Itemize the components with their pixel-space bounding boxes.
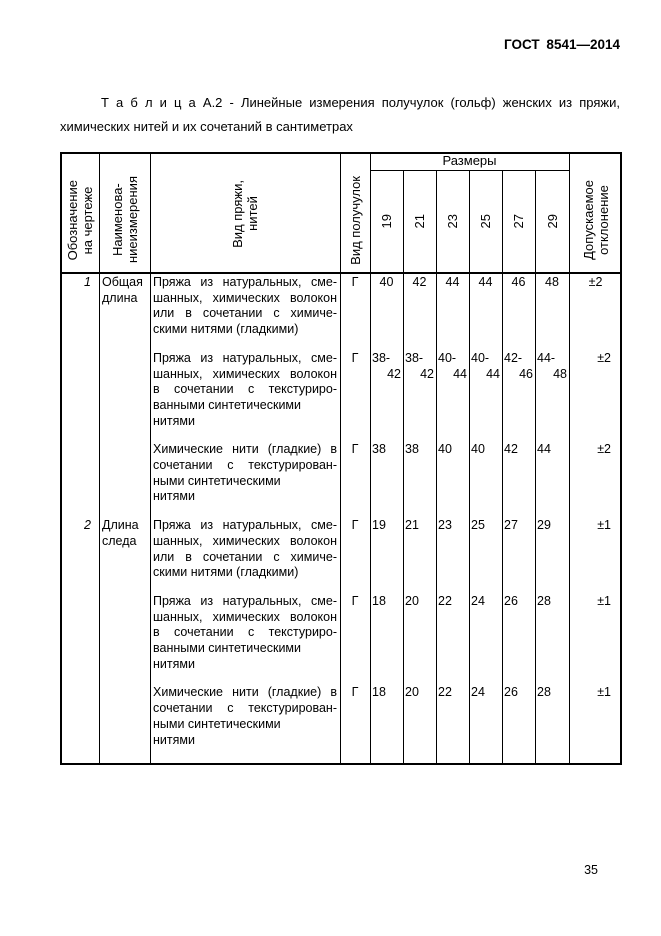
size-label: 25 xyxy=(478,213,493,229)
size-value-line: 40- xyxy=(471,350,490,365)
size-value: 22 xyxy=(438,685,452,700)
yarn-type-line: нитями xyxy=(153,489,195,504)
size-value: 20 xyxy=(405,593,419,608)
yarn-type-line: нитями xyxy=(153,656,195,671)
size-label: 27 xyxy=(511,213,526,229)
hosiery-type: Г xyxy=(351,518,359,533)
size-label: 29 xyxy=(544,213,560,229)
header-line: ниеизмерения xyxy=(124,176,140,264)
tolerance-value: ±1 xyxy=(597,518,611,533)
yarn-type-line: в сочетании с текстуриро- xyxy=(153,625,337,640)
hosiery-type: Г xyxy=(351,593,359,608)
size-value-line: 42 xyxy=(420,366,434,381)
size-value: 44 xyxy=(445,275,460,289)
header-line: Вид пряжи, xyxy=(230,180,245,248)
size-label: 19 xyxy=(379,213,394,229)
size-value: 22 xyxy=(438,593,452,608)
yarn-type-line: Пряжа из натуральных, сме- xyxy=(153,518,337,533)
yarn-type-line: сочетании с текстурирован- xyxy=(153,458,337,473)
header-line: Допускаемое xyxy=(580,180,596,260)
size-value-line: 42 xyxy=(387,366,401,381)
size-value: 48 xyxy=(545,275,559,289)
yarn-type-line: Пряжа из натуральных, сме- xyxy=(153,593,337,608)
size-value-line: 44- xyxy=(537,350,556,365)
size-value: 19 xyxy=(372,518,386,533)
yarn-type-line: скими нитями (гладкими) xyxy=(153,565,299,580)
size-value: 38 xyxy=(372,442,386,457)
tolerance-value: ±2 xyxy=(597,442,611,457)
measurement-name: Длина следа xyxy=(102,518,139,548)
size-value: 40 xyxy=(379,275,394,289)
size-value: 46 xyxy=(511,275,526,289)
size-value: 44 xyxy=(478,275,493,289)
size-value: 44 xyxy=(537,442,551,457)
column-divider xyxy=(403,170,404,765)
column-divider xyxy=(569,152,570,765)
table-caption-line-2: химических нитей и их сочетаний в сантиметрах xyxy=(60,119,353,134)
hosiery-type: Г xyxy=(351,350,359,365)
yarn-type-line: нитями xyxy=(153,732,195,747)
size-value: 26 xyxy=(504,685,518,700)
yarn-type-line: шанных, химических волокон xyxy=(153,533,337,548)
size-value: 24 xyxy=(471,593,485,608)
header-line: Обозначение xyxy=(64,179,80,261)
tolerance-value: ±2 xyxy=(597,350,611,365)
size-value: 40 xyxy=(438,442,452,457)
item-designation: 1 xyxy=(84,275,91,289)
size-value-line: 46 xyxy=(519,366,533,381)
yarn-type-line: нитями xyxy=(153,413,195,428)
size-value: 29 xyxy=(537,518,551,533)
size-value-line: 48 xyxy=(553,366,567,381)
header-line: на чертеже xyxy=(79,186,95,254)
column-divider xyxy=(150,152,151,765)
size-value: 26 xyxy=(504,593,518,608)
size-value: 27 xyxy=(504,518,518,533)
column-divider xyxy=(502,170,503,765)
yarn-type-line: или в сочетании с химиче- xyxy=(153,549,337,564)
size-label: 23 xyxy=(445,213,460,229)
size-value: 25 xyxy=(471,518,485,533)
size-value: 18 xyxy=(372,593,386,608)
header-separator xyxy=(60,272,622,274)
yarn-type-line: скими нитями (гладкими) xyxy=(153,322,299,337)
yarn-type-line: или в сочетании с химиче- xyxy=(153,306,337,321)
measurement-name: Общая длина xyxy=(102,275,143,305)
column-divider xyxy=(535,170,536,765)
yarn-type-line: ными синтетическими xyxy=(153,716,281,731)
size-value: 28 xyxy=(537,593,551,608)
hosiery-type: Г xyxy=(351,442,359,457)
yarn-type-line: шанных, химических волокон xyxy=(153,609,337,624)
hosiery-type: Г xyxy=(351,275,359,289)
size-value: 42 xyxy=(412,275,427,289)
column-divider xyxy=(340,152,341,765)
sizes-header-divider xyxy=(370,170,569,171)
table-border xyxy=(60,152,622,765)
column-divider xyxy=(469,170,470,765)
header-line: нитей xyxy=(245,196,260,232)
yarn-type-line: Химические нити (гладкие) в xyxy=(153,442,337,457)
yarn-type-line: Пряжа из натуральных, сме- xyxy=(153,350,337,365)
yarn-type-line: Химические нити (гладкие) в xyxy=(153,685,337,700)
hosiery-type: Г xyxy=(351,685,359,700)
size-value-line: 38- xyxy=(372,350,391,365)
header-line: Вид получулок xyxy=(347,175,363,265)
dimensions-table xyxy=(60,152,622,765)
size-value-line: 44 xyxy=(486,366,500,381)
header-line: Наименова- xyxy=(109,183,125,257)
tolerance-value: ±2 xyxy=(588,275,603,289)
size-value: 23 xyxy=(438,518,452,533)
size-value: 38 xyxy=(405,442,419,457)
size-label: 21 xyxy=(412,213,427,229)
size-value: 20 xyxy=(405,685,419,700)
size-value: 24 xyxy=(471,685,485,700)
size-value: 40 xyxy=(471,442,485,457)
yarn-type-line: ными синтетическими xyxy=(153,473,281,488)
item-designation: 2 xyxy=(84,518,91,533)
size-value: 42 xyxy=(504,442,518,457)
size-value-line: 40- xyxy=(438,350,457,365)
sizes-title-text: Размеры xyxy=(442,153,497,168)
tolerance-value: ±1 xyxy=(597,685,611,700)
column-divider xyxy=(99,152,100,765)
column-divider xyxy=(370,152,371,765)
size-value: 21 xyxy=(405,518,419,533)
yarn-type-line: ванными синтетическими xyxy=(153,641,301,656)
size-value-line: 42- xyxy=(504,350,523,365)
size-value: 28 xyxy=(537,685,551,700)
tolerance-value: ±1 xyxy=(597,593,611,608)
standard-code: ГОСТ 8541—2014 xyxy=(504,37,620,52)
yarn-type-line: шанных, химических волокон xyxy=(153,366,337,381)
column-divider xyxy=(436,170,437,765)
yarn-type-line: Пряжа из натуральных, сме- xyxy=(153,275,337,289)
size-value: 18 xyxy=(372,685,386,700)
size-value-line: 44 xyxy=(453,366,467,381)
size-value-line: 38- xyxy=(405,350,424,365)
yarn-type-line: ванными синтетическими xyxy=(153,397,301,412)
table-caption-line-1: Т а б л и ц а А.2 - Линейные измерения получулок (гольф) женских из пряжи, xyxy=(101,95,620,110)
yarn-type-line: сочетании с текстурирован- xyxy=(153,701,337,716)
yarn-type-line: в сочетании с текстуриро- xyxy=(153,382,337,397)
page-number: 35 xyxy=(584,863,598,877)
header-line: отклонение xyxy=(595,185,611,255)
yarn-type-line: шанных, химических волокон xyxy=(153,290,337,305)
